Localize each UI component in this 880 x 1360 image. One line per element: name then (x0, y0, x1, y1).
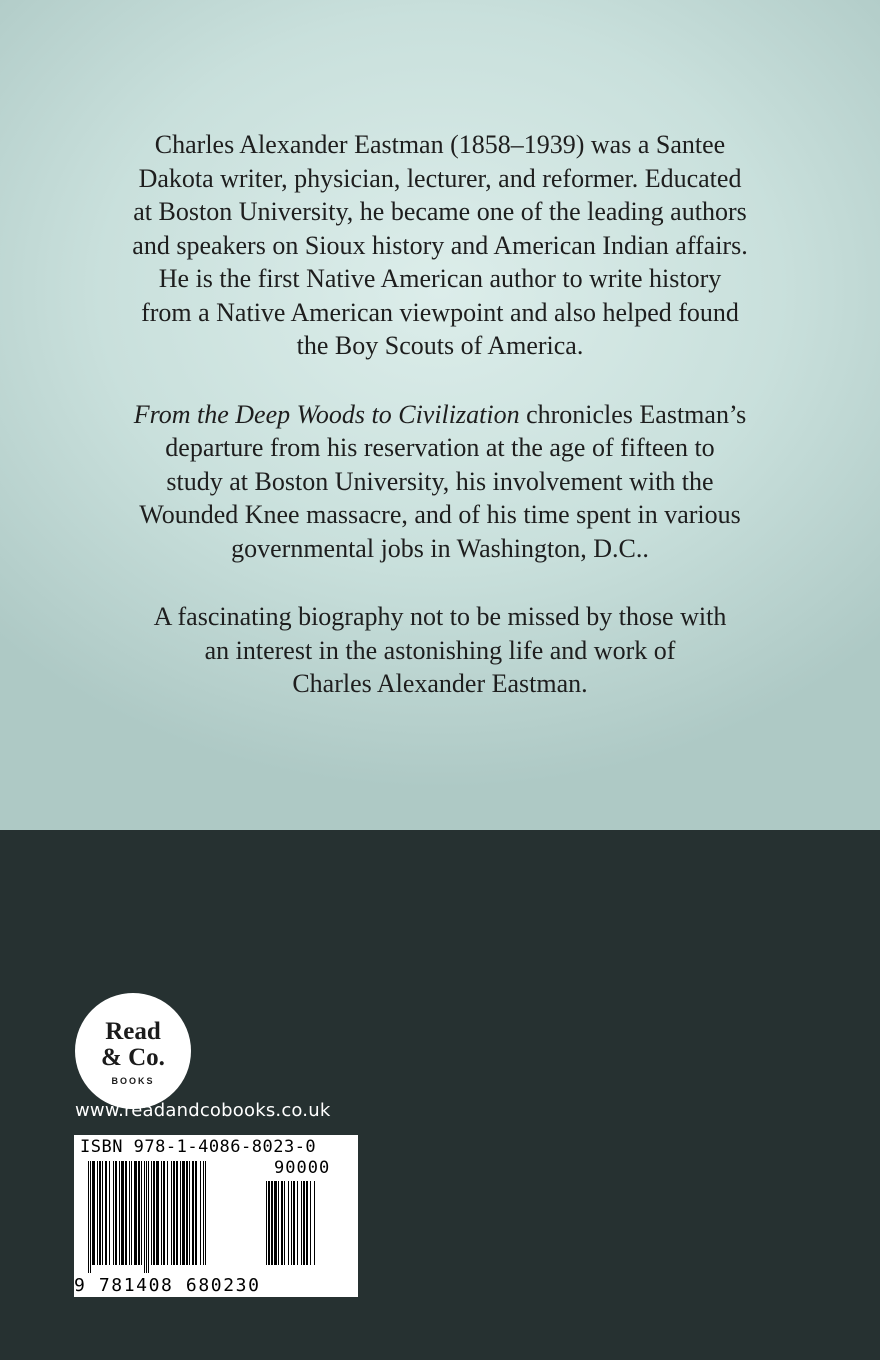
barcode-bar (303, 1181, 305, 1265)
barcode-bar (131, 1161, 132, 1265)
blurb-line: an interest in the astonishing life and work of (204, 635, 676, 665)
barcode-bar (176, 1161, 178, 1265)
barcode-bar (113, 1161, 114, 1265)
barcode-bar (88, 1161, 89, 1273)
barcode-bar (129, 1161, 130, 1265)
barcode-bar (109, 1161, 110, 1265)
barcode-label (74, 1135, 358, 1297)
barcode-bar (125, 1161, 127, 1265)
blurb-line: and speakers on Sioux history and American Indian affairs. (132, 230, 748, 260)
publisher-logo (75, 993, 191, 1109)
barcode-bar (310, 1181, 311, 1265)
barcode-bar (105, 1161, 107, 1265)
barcode-bar (151, 1161, 152, 1265)
price-code: 90000 (274, 1158, 331, 1178)
blurb-line: He is the first Native American author to write history (158, 264, 722, 293)
barcode-bar (293, 1181, 295, 1265)
barcode-bar (171, 1161, 172, 1265)
barcode-bar (138, 1161, 140, 1265)
isbn-number: ISBN 978-1-4086-8023-0 (80, 1137, 317, 1157)
blurb-paragraph-3 (60, 600, 820, 701)
barcode-bar (186, 1161, 188, 1265)
barcode-bar (146, 1161, 147, 1273)
barcode-bar (266, 1181, 267, 1265)
ean-digits: 9 781408 680230 (74, 1275, 261, 1296)
barcode-bar (180, 1161, 181, 1265)
barcode-bar (119, 1161, 120, 1265)
barcode-bar (306, 1181, 308, 1265)
blurb-line: Dakota writer, physician, lecturer, and reformer. Educated (138, 163, 742, 193)
barcode-bar (97, 1161, 98, 1265)
blurb-line-rest: chronicles Eastman’s (519, 399, 747, 429)
barcode-bar (297, 1181, 298, 1265)
barcode-bar (99, 1161, 101, 1265)
barcode-bar (161, 1161, 162, 1265)
logo-books-text: BOOKS (111, 1076, 155, 1086)
blurb-line: from a Native American viewpoint and also helped found (141, 297, 739, 327)
barcode-bar (314, 1181, 315, 1265)
barcode-bar (268, 1181, 270, 1265)
blurb-paragraph-2 (60, 398, 820, 566)
barcode-bar (121, 1161, 124, 1265)
blurb-line: Charles Alexander Eastman (1858–1939) was a Santee (154, 130, 726, 159)
barcode-bar (288, 1181, 289, 1265)
barcode-bar (278, 1181, 279, 1265)
publisher-website: www.readandcobooks.co.uk (75, 1100, 331, 1121)
barcode-bar (291, 1181, 292, 1265)
barcode-bar (182, 1161, 185, 1265)
blurb-text (60, 128, 820, 736)
barcode-bar (203, 1161, 204, 1265)
barcode-bar (301, 1181, 302, 1265)
ean-barcode-bars (88, 1161, 258, 1273)
blurb-line: at Boston University, he became one of the leading authors (133, 197, 747, 226)
blurb-paragraph-1 (60, 128, 820, 363)
barcode-bar (173, 1161, 175, 1265)
barcode-bar (274, 1181, 277, 1265)
barcode-bar (195, 1161, 197, 1265)
logo-co-text: & Co. (101, 1044, 165, 1071)
blurb-line: Wounded Knee massacre, and of his time spent in various (139, 500, 741, 529)
barcode-bar (163, 1161, 165, 1265)
blurb-line: departure from his reservation at the age of fifteen to (165, 433, 715, 462)
barcode-bar (141, 1161, 142, 1265)
barcode-bar (200, 1161, 201, 1265)
barcode-bar (148, 1161, 149, 1273)
barcode-bar (205, 1161, 206, 1265)
blurb-line: A fascinating biography not to be missed by those with (153, 602, 727, 631)
barcode-bar (167, 1161, 168, 1265)
barcode-bar (134, 1161, 137, 1265)
barcode-bar (189, 1161, 190, 1265)
barcode-bar (156, 1161, 159, 1265)
barcode-bar (90, 1161, 91, 1273)
book-title: From the Deep Woods to Civilization (133, 399, 520, 429)
blurb-line: governmental jobs in Washington, D.C.. (231, 533, 649, 563)
barcode-bar (144, 1161, 145, 1273)
blurb-line: the Boy Scouts of America. (296, 331, 584, 360)
barcode-bar (192, 1161, 194, 1265)
logo-read-text: Read (105, 1018, 161, 1045)
barcode-bar (153, 1161, 155, 1265)
barcode-bar (102, 1161, 103, 1265)
barcode-bar (281, 1181, 283, 1265)
blurb-line (60, 398, 820, 432)
barcode-bar (92, 1161, 95, 1265)
barcode-bar (115, 1161, 117, 1265)
barcode-bar (284, 1181, 285, 1265)
blurb-line: study at Boston University, his involvement with the (166, 466, 714, 496)
addon-barcode-bars (266, 1181, 346, 1273)
barcode-bar (271, 1181, 273, 1265)
blurb-line: Charles Alexander Eastman. (292, 669, 588, 698)
